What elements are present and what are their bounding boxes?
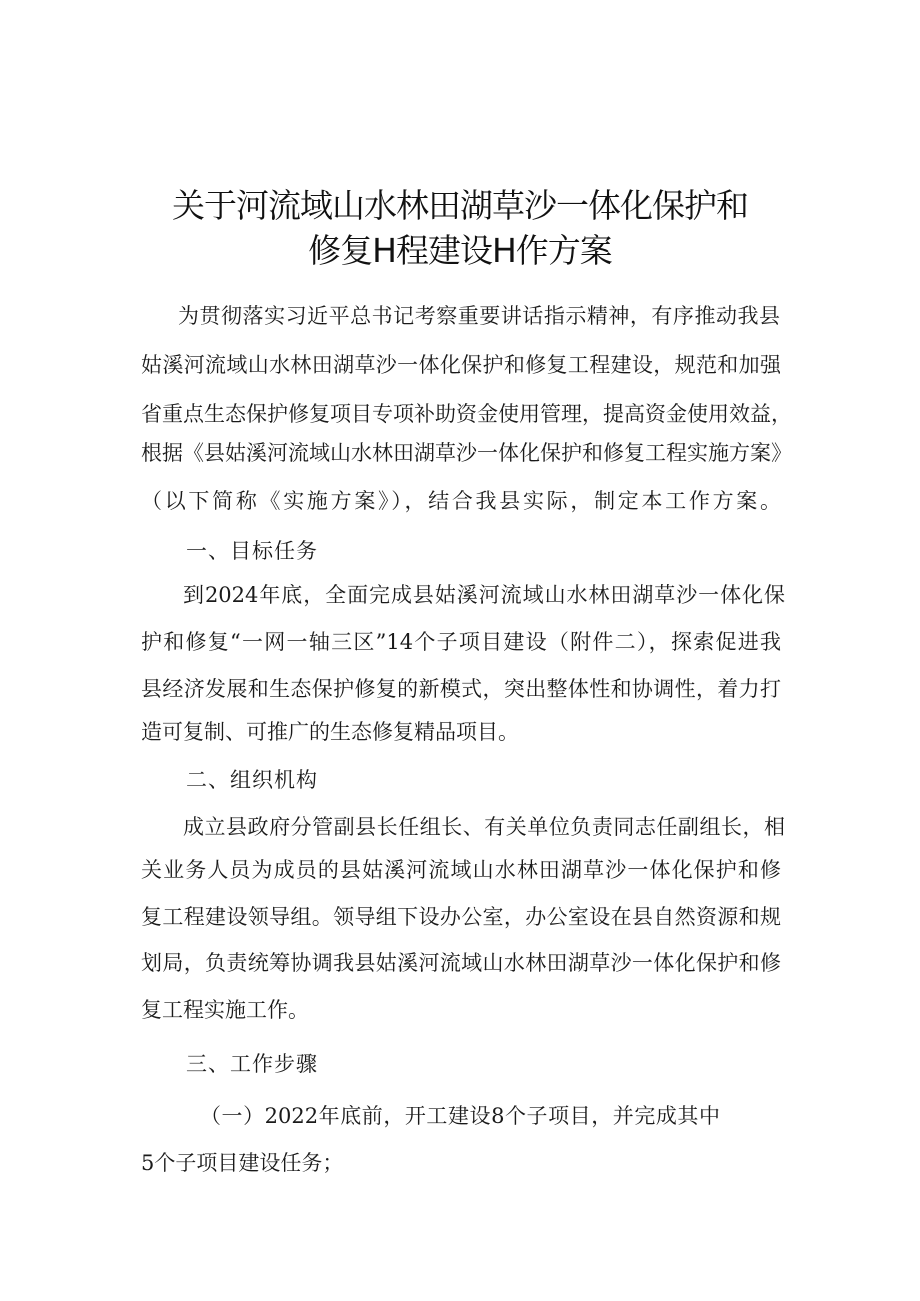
section1-line: 县经济发展和生态保护修复的新模式，突出整体性和协调性，着力打 — [141, 677, 781, 701]
section1-line: 护和修复“一网一轴三区”14个子项目建设（附件二），探索促进我 — [141, 630, 781, 654]
section2-line: 复工程建设领导组。领导组下设办公室，办公室设在县自然资源和规 — [141, 905, 781, 929]
section-heading-goals: 一、目标任务 — [186, 539, 318, 563]
section2-line: 划局，负责统筹协调我县姑溪河流域山水林田湖草沙一体化保护和修 — [141, 951, 781, 975]
section2-line: 成立县政府分管副县长任组长、有关单位负责同志任副组长，相 — [183, 815, 785, 839]
section1-line: 到2024年底，全面完成县姑溪河流域山水林田湖草沙一体化保 — [183, 583, 785, 607]
intro-line: 姑溪河流域山水林田湖草沙一体化保护和修复工程建设，规范和加强 — [141, 353, 781, 377]
document-title-line-2: 修复H程建设H作方案 — [308, 231, 612, 270]
intro-line: （以下简称《实施方案》），结合我县实际，制定本工作方案。 — [141, 489, 781, 513]
document-title-line-1: 关于河流域山水林田湖草沙一体化保护和 — [172, 186, 748, 225]
section-heading-organization: 二、组织机构 — [186, 768, 318, 792]
intro-line: 省重点生态保护修复项目专项补助资金使用管理，提高资金使用效益， — [141, 402, 792, 426]
section-heading-steps: 三、工作步骤 — [186, 1052, 318, 1076]
intro-line: 根据《县姑溪河流域山水林田湖草沙一体化保护和修复工程实施方案》 — [141, 441, 792, 465]
section3-line: （一）2022年底前，开工建设8个子项目，并完成其中 — [200, 1104, 720, 1128]
intro-line: 为贯彻落实习近平总书记考察重要讲话指示精神，有序推动我县 — [178, 304, 780, 328]
section2-line: 关业务人员为成员的县姑溪河流域山水林田湖草沙一体化保护和修 — [141, 858, 781, 882]
section2-line: 复工程实施工作。 — [141, 998, 309, 1022]
section3-line: 5个子项目建设任务； — [141, 1151, 344, 1175]
section1-line: 造可复制、可推广的生态修复精品项目。 — [141, 720, 519, 744]
